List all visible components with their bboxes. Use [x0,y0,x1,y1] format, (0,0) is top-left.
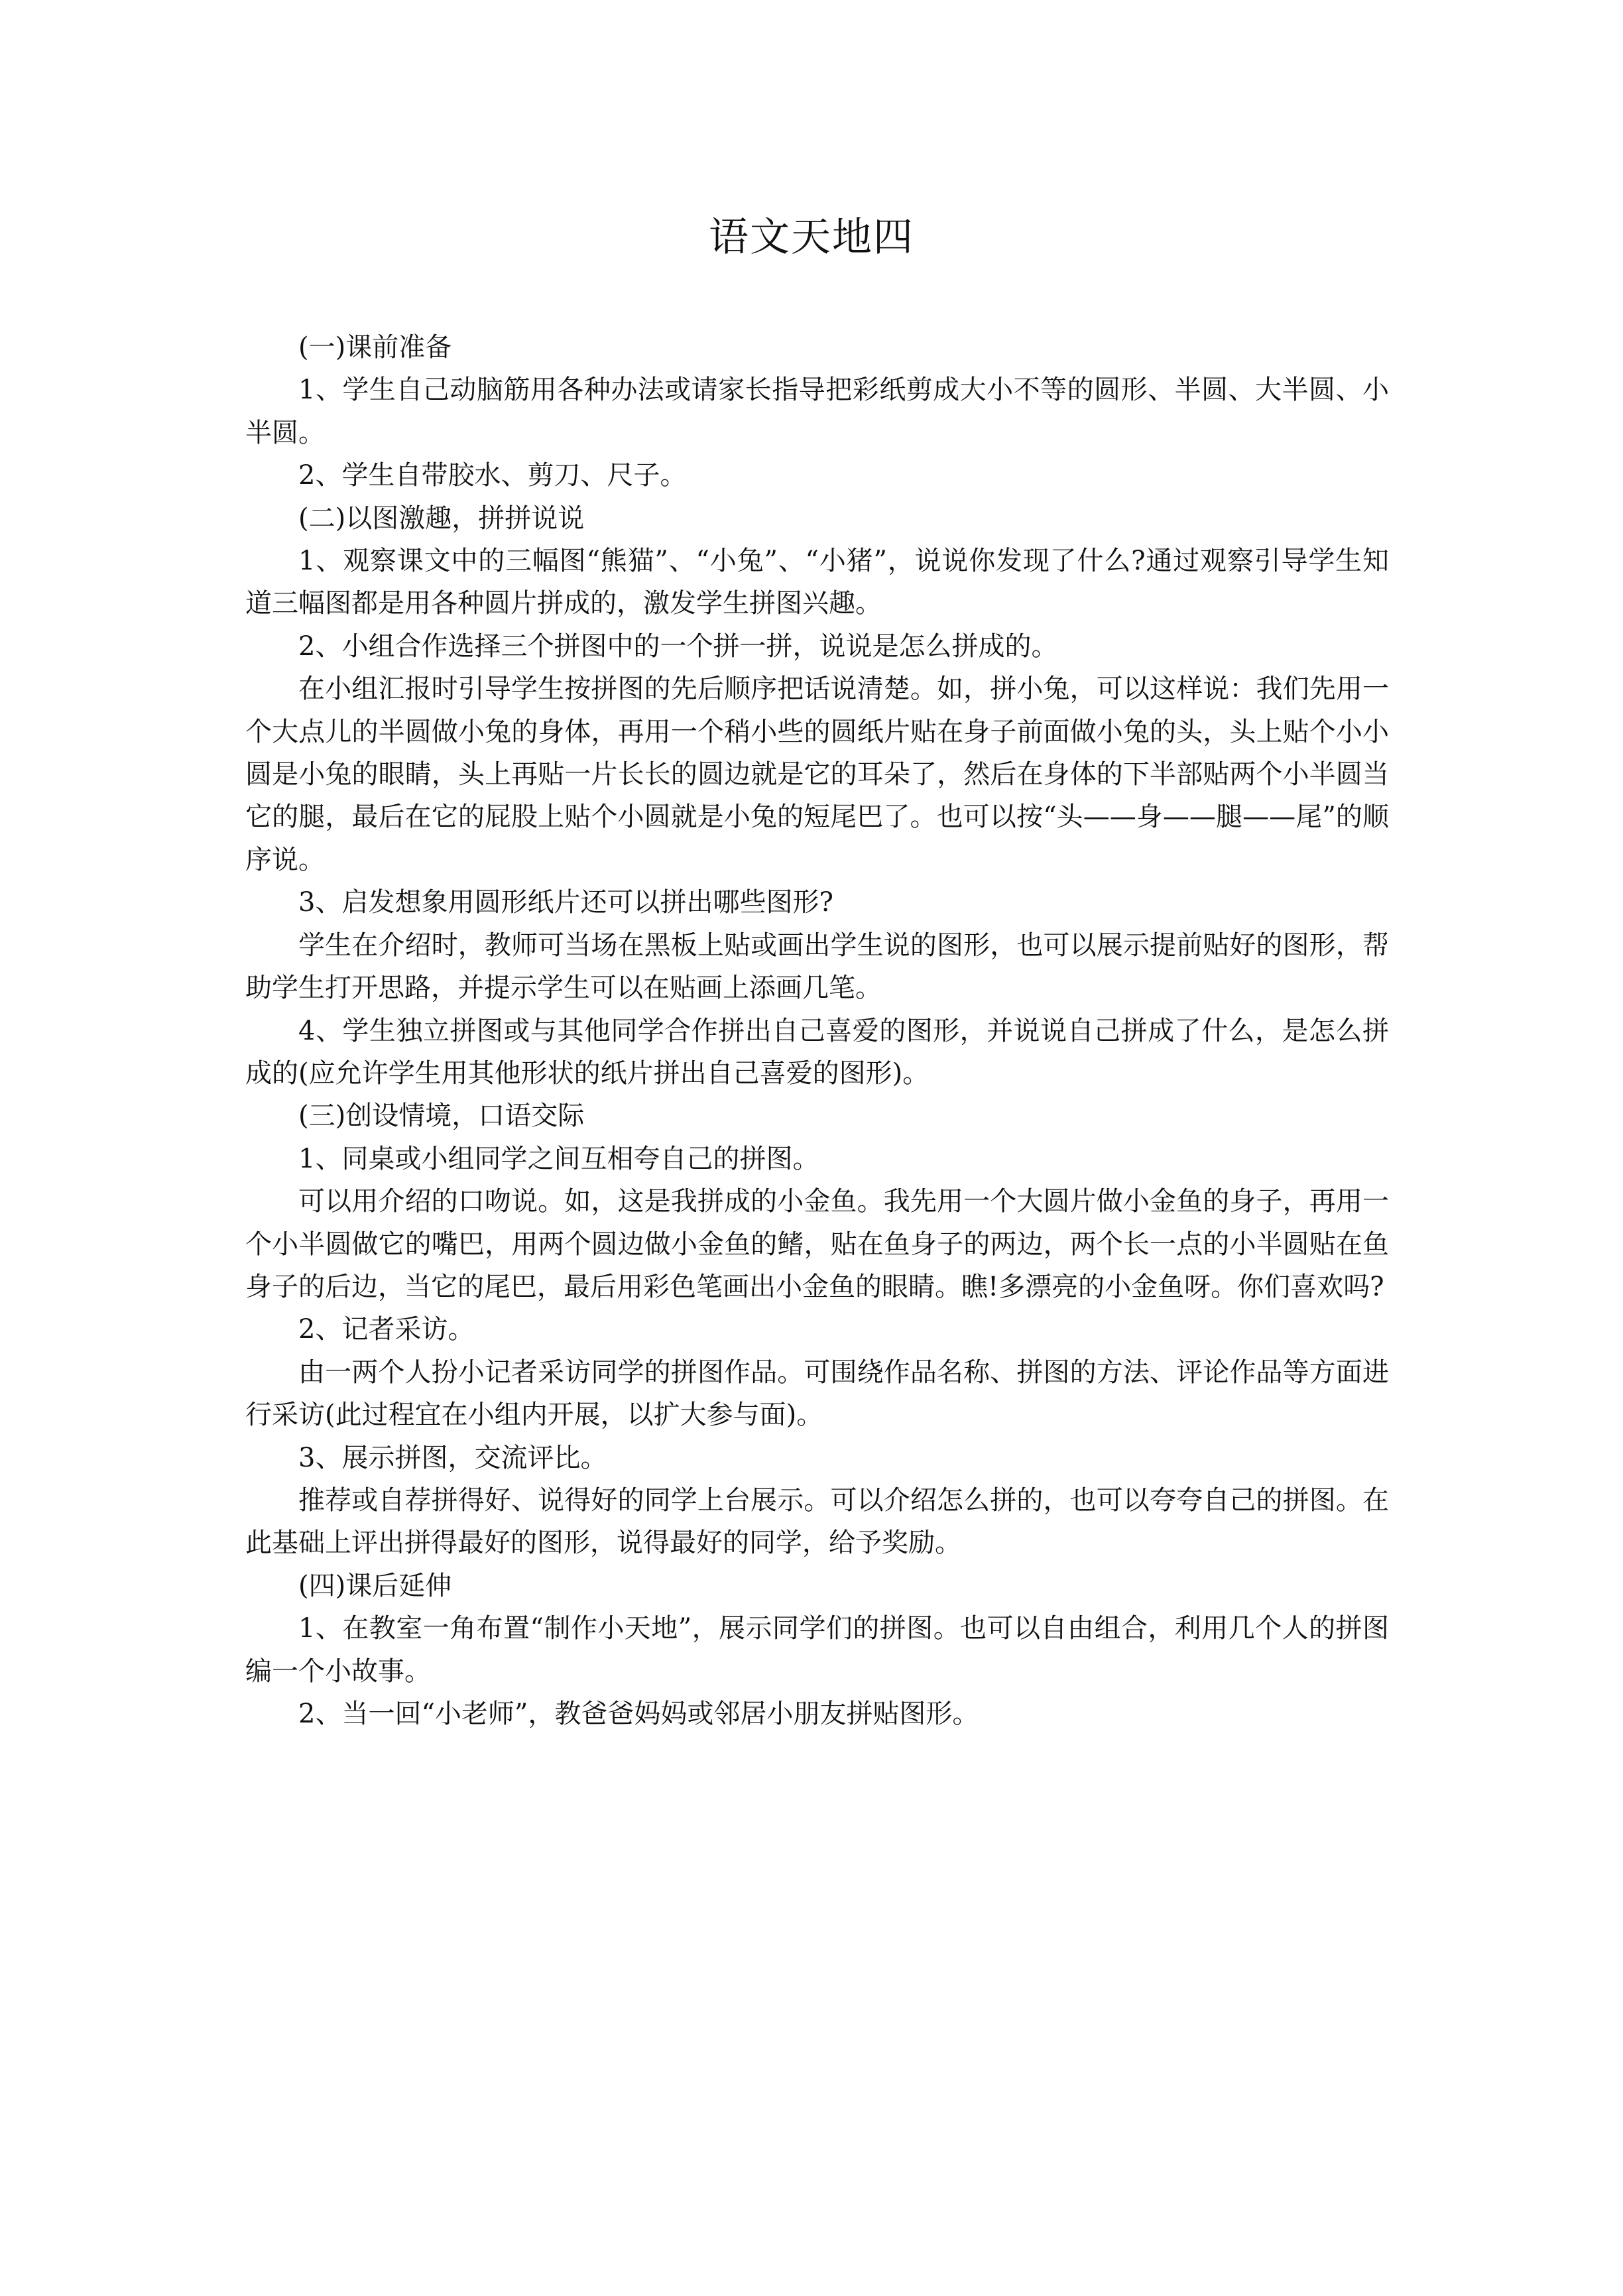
section-heading-puzzle: (二)以图激趣，拼拼说说 [298,503,585,534]
document-body [245,326,1389,1735]
paragraph: 1、在教室一角布置“制作小天地”，展示同学们的拼图。也可以自由组合，利用几个人的拼图编一个小故事。 [245,1613,1389,1687]
paragraph: 2、当一回“小老师”，教爸爸妈妈或邻居小朋友拼贴图形。 [298,1699,979,1729]
paragraph: 1、观察课文中的三幅图“熊猫”、“小兔”、“小猪”，说说你发现了什么?通过观察引导学生知道三幅图都是用各种圆片拼成的，激发学生拼图兴趣。 [245,546,1389,619]
paragraph: 3、展示拼图，交流评比。 [298,1442,607,1473]
paragraph: 3、启发想象用圆形纸片还可以拼出哪些图形? [298,887,833,918]
paragraph: 学生在介绍时，教师可当场在黑板上贴或画出学生说的图形，也可以展示提前贴好的图形，帮助学生打开思路，并提示学生可以在贴画上添画几笔。 [245,930,1389,1004]
paragraph: 2、记者采访。 [298,1314,475,1345]
section-heading-communication: (三)创设情境，口语交际 [298,1101,585,1132]
paragraph: 由一两个人扮小记者采访同学的拼图作品。可围绕作品名称、拼图的方法、评论作品等方面进行采访(此过程宜在小组内开展，以扩大参与面)。 [245,1357,1389,1431]
paragraph: 可以用介绍的口吻说。如，这是我拼成的小金鱼。我先用一个大圆片做小金鱼的身子，再用一个小半圆做它的嘴巴，用两个圆边做小金鱼的鳍，贴在鱼身子的两边，两个长一点的小半圆贴在鱼身子的后边，当它的尾巴，最后用彩色笔画出小金鱼的眼睛。瞧!多漂亮的小金鱼呀。你们喜欢吗? [245,1186,1389,1302]
paragraph: 2、学生自带胶水、剪刀、尺子。 [298,460,687,491]
section-heading-prep: (一)课前准备 [298,332,452,363]
paragraph: 1、同桌或小组同学之间互相夸自己的拼图。 [298,1143,819,1174]
paragraph: 4、学生独立拼图或与其他同学合作拼出自己喜爱的图形，并说说自己拼成了什么，是怎么拼成的(应允许学生用其他形状的纸片拼出自己喜爱的图形)。 [245,1015,1389,1089]
paragraph: 在小组汇报时引导学生按拼图的先后顺序把话说清楚。如，拼小兔，可以这样说：我们先用一个大点儿的半圆做小兔的身体，再用一个稍小些的圆纸片贴在身子前面做小兔的头，头上贴个小小圆是小兔的眼睛，头上再贴一片长长的圆边就是它的耳朵了，然后在身体的下半部贴两个小半圆当它的腿，最后在它的屁股上贴个小圆就是小兔的短尾巴了。也可以按“头——身——腿——尾”的顺序说。 [245,674,1389,875]
paragraph: 推荐或自荐拼得好、说得好的同学上台展示。可以介绍怎么拼的，也可以夸夸自己的拼图。在此基础上评出拼得最好的图形，说得最好的同学，给予奖励。 [245,1484,1389,1559]
paragraph: 2、小组合作选择三个拼图中的一个拼一拼，说说是怎么拼成的。 [298,631,1058,662]
document-title: 语文天地四 [709,214,914,261]
section-heading-extension: (四)课后延伸 [298,1570,452,1601]
paragraph: 1、学生自己动脑筋用各种办法或请家长指导把彩纸剪成大小不等的圆形、半圆、大半圆、小半圆。 [245,375,1389,448]
